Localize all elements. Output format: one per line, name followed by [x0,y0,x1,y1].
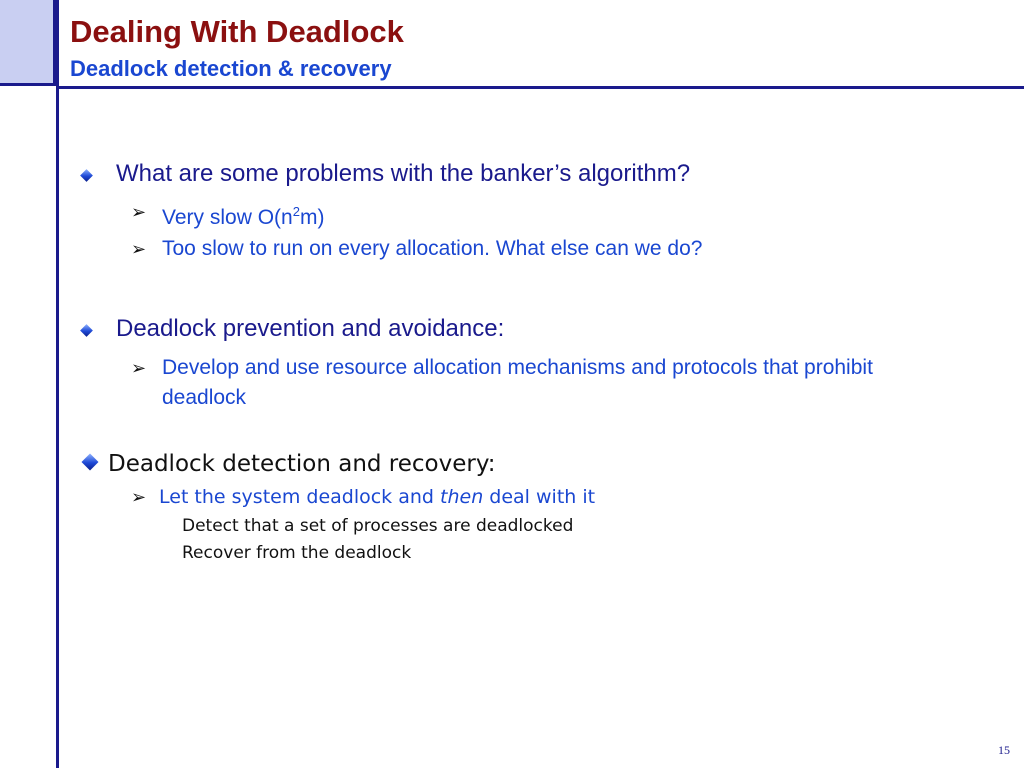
page-number: 15 [998,743,1010,757]
bullet-1-sub-2: Too slow to run on every allocation. What else can we do? [162,237,703,260]
frame-vertical-line [56,0,59,768]
frame-horizontal-line [56,86,1024,89]
bullet-3-detail-1: Detect that a set of processes are deadlocked [182,516,574,536]
bullet-1-sub-1 [162,197,324,233]
diamond-bullet-icon [82,454,99,471]
bullet-3-detail-2: Recover from the deadlock [182,543,412,563]
bullet-1-sub-1-suffix: m) [299,206,325,229]
diamond-bullet-icon [80,169,93,182]
slide-title: Dealing With Deadlock [70,14,404,49]
slide-subtitle: Deadlock detection & recovery [70,56,392,81]
bullet-2-sub-1: Develop and use resource allocation mechanisms and protocols that prohibit deadlock [162,356,873,409]
corner-decoration [0,0,56,86]
bullet-1-sub-1-sup: 2 [292,204,300,219]
bullet-3-sub-1-after: deal with it [483,486,596,508]
arrow-bullet-icon: ➢ [131,487,147,507]
bullet-1-text: What are some problems with the banker’s algorithm? [116,160,691,187]
bullet-1-sub-1-prefix: Very slow O(n [162,206,293,229]
arrow-bullet-icon: ➢ [131,202,147,222]
bullet-3-sub-1 [159,482,595,512]
arrow-bullet-icon: ➢ [131,358,147,378]
arrow-bullet-icon: ➢ [131,239,147,259]
bullet-3-sub-1-before: Let the system deadlock and [159,486,441,508]
bullet-3-sub-1-emph: then [440,486,484,508]
bullet-2-text: Deadlock prevention and avoidance: [116,315,505,342]
bullet-3-text: Deadlock detection and recovery: [108,451,496,477]
diamond-bullet-icon [80,324,93,337]
